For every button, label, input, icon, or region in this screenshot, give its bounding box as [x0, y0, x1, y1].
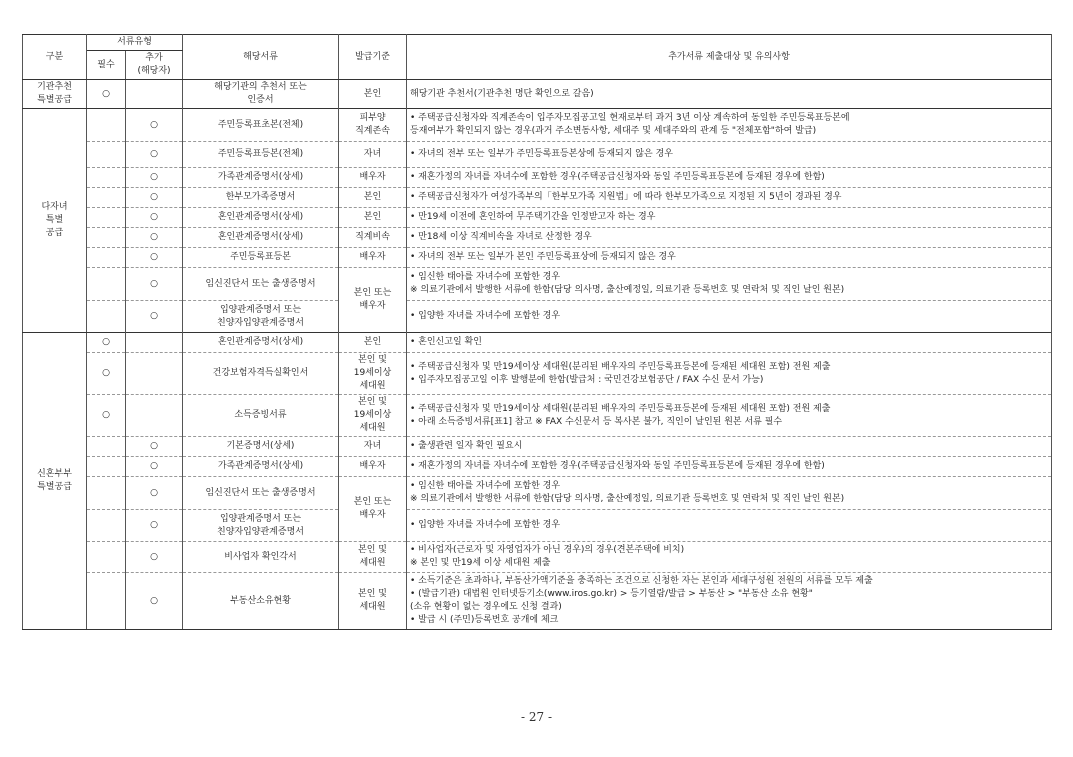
document-name-line: 친양자입양관계증명서	[217, 526, 304, 537]
issue-basis	[339, 573, 407, 630]
notes-cell-line: • 비사업자(근로자 및 자영업자가 아닌 경우)의 경우(견본주택에 비치)	[410, 545, 685, 555]
document-name-line: 주민등록표초본(전체)	[217, 119, 304, 130]
notes-cell-line: (소유 현황이 없는 경우에도 신청 결과)	[410, 602, 562, 612]
notes-cell-line: • 출생관련 일자 확인 필요시	[410, 441, 523, 451]
table-row	[23, 268, 1052, 301]
document-name	[183, 395, 339, 437]
notes-cell	[407, 542, 1052, 573]
issue-basis-line: 자녀	[363, 149, 382, 159]
issue-basis	[339, 477, 407, 542]
document-name-line: 임신진단서 또는 출생증명서	[205, 487, 316, 498]
notes-cell	[407, 168, 1052, 188]
additional-mark: ○	[126, 542, 183, 573]
required-mark	[87, 573, 126, 630]
notes-cell	[407, 477, 1052, 510]
notes-cell-line: • 주택공급신청자와 직계존속이 입주자모집공고일 현재로부터 과거 3년 이상 계속하여 동일한 주민등록표등본에	[410, 113, 850, 123]
issue-basis-line: 직계비속	[355, 232, 390, 242]
document-name	[183, 188, 339, 208]
document-name-line: 입양관계증명서 또는	[219, 304, 302, 315]
required-mark	[87, 437, 126, 457]
issue-basis-line: 본인	[363, 88, 382, 99]
document-name-line: 한부모가족증명서	[225, 192, 296, 202]
table-row	[23, 188, 1052, 208]
notes-cell-line: ※ 의료기관에서 발행한 서류에 한함(담당 의사명, 출산예정일, 의료기관 등록번호 및 연락처 및 직인 날인 원본)	[410, 494, 845, 504]
notes-cell-line: • 주택공급신청자 및 만19세이상 세대원(분리된 배우자의 주민등록표등본에 등재된 세대원 포함) 전원 제출	[410, 361, 831, 372]
notes-cell	[407, 248, 1052, 268]
table-row	[23, 168, 1052, 188]
header-category: 구분	[23, 35, 87, 80]
table-row	[23, 109, 1052, 142]
required-mark	[87, 510, 126, 542]
category-cell-line: 특별	[45, 215, 64, 225]
notes-cell	[407, 268, 1052, 301]
document-name-line: 부동산소유현황	[230, 595, 291, 606]
header-additional	[126, 51, 183, 80]
notes-cell-line: • 만18세 이상 직계비속을 자녀로 산정한 경우	[410, 232, 592, 242]
document-name-line: 혼인관계증명서(상세)	[217, 337, 304, 347]
issue-basis	[339, 228, 407, 248]
document-name	[183, 573, 339, 630]
notes-cell-line: • 주택공급신청자 및 만19세이상 세대원(분리된 배우자의 주민등록표등본에 등재된 세대원 포함) 전원 제출	[410, 403, 831, 414]
notes-cell-line: • 아래 소득증빙서류[표1] 참고 ※ FAX 수신문서 등 복사본 불가, 직인이 날인된 원본 서류 필수	[410, 416, 783, 427]
required-mark: ○	[87, 353, 126, 395]
header-document: 해당서류	[183, 35, 339, 80]
document-name-line: 가족관계증명서(상세)	[217, 461, 304, 471]
notes-cell-line: • 입양한 자녀를 자녀수에 포함한 경우	[410, 311, 561, 321]
table-row	[23, 477, 1052, 510]
document-name-line: 건강보험자격득실확인서	[212, 368, 309, 378]
required-mark	[87, 208, 126, 228]
additional-mark: ○	[126, 301, 183, 333]
notes-cell-line: • (발급기관) 대법원 인터넷등기소(www.iros.go.kr) > 등기열람/발급 > 부동산 > "부동산 소유 현황"	[410, 589, 813, 599]
notes-cell-line: 등재여부가 확인되지 않는 경우(과거 주소변동사항, 세대주 및 세대주와의 관계 등 "전체포함"하여 발급)	[410, 126, 817, 136]
table-row	[23, 457, 1052, 477]
additional-mark	[126, 333, 183, 353]
required-mark: ○	[87, 395, 126, 437]
document-name-line: 임신진단서 또는 출생증명서	[205, 278, 316, 289]
issue-basis-line: 세대원	[359, 423, 386, 433]
issue-basis	[339, 188, 407, 208]
document-name-line: 주민등록표등본	[230, 252, 291, 262]
document-name	[183, 301, 339, 333]
document-name-line: 비사업자 확인각서	[224, 551, 297, 562]
header-notes: 추가서류 제출대상 및 유의사항	[407, 35, 1052, 80]
document-name	[183, 477, 339, 510]
issue-basis	[339, 333, 407, 353]
additional-mark: ○	[126, 573, 183, 630]
issue-basis-line: 배우자	[359, 301, 386, 311]
table-row	[23, 208, 1052, 228]
category-cell-line: 공급	[45, 228, 64, 238]
document-name-line: 친양자입양관계증명서	[217, 317, 304, 328]
table-row	[23, 353, 1052, 395]
notes-cell	[407, 353, 1052, 395]
required-mark	[87, 457, 126, 477]
notes-cell	[407, 395, 1052, 437]
notes-cell-line: • 자녀의 전부 또는 일부가 주민등록표등본상에 등재되지 않은 경우	[410, 149, 673, 159]
issue-basis-line: 배우자	[359, 172, 386, 182]
additional-mark	[126, 80, 183, 109]
issue-basis-line: 세대원	[359, 602, 386, 612]
document-name-line: 기본증명서(상세)	[226, 441, 295, 451]
additional-mark: ○	[126, 142, 183, 168]
document-name	[183, 333, 339, 353]
additional-mark: ○	[126, 208, 183, 228]
issue-basis-line: 본인	[363, 337, 382, 347]
table-row	[23, 573, 1052, 630]
issue-basis	[339, 80, 407, 109]
issue-basis-line: 본인 및	[358, 545, 387, 555]
document-name-line: 입양관계증명서 또는	[219, 513, 302, 524]
document-name	[183, 542, 339, 573]
document-name	[183, 142, 339, 168]
additional-mark: ○	[126, 188, 183, 208]
header-additional-note: (해당자)	[137, 66, 171, 76]
notes-cell	[407, 457, 1052, 477]
table-row	[23, 542, 1052, 573]
additional-mark: ○	[126, 248, 183, 268]
table-row	[23, 80, 1052, 109]
issue-basis	[339, 437, 407, 457]
document-name	[183, 437, 339, 457]
required-mark	[87, 168, 126, 188]
additional-mark: ○	[126, 457, 183, 477]
additional-mark: ○	[126, 168, 183, 188]
notes-cell-line: ※ 본인 및 만19세 이상 세대원 제출	[410, 558, 551, 568]
table-row	[23, 228, 1052, 248]
issue-basis	[339, 142, 407, 168]
document-name	[183, 109, 339, 142]
category-cell-line: 다자녀	[41, 202, 68, 212]
notes-cell-line: • 자녀의 전부 또는 일부가 본인 주민등록표상에 등재되지 않은 경우	[410, 252, 676, 262]
notes-cell-line: • 만19세 이전에 혼인하여 무주택기간을 인정받고자 하는 경우	[410, 212, 656, 222]
notes-cell-line: • 임신한 태아를 자녀수에 포함한 경우	[410, 481, 561, 491]
issue-basis-line: 본인 및	[358, 589, 387, 599]
notes-cell	[407, 301, 1052, 333]
category-cell	[23, 333, 87, 630]
notes-cell	[407, 437, 1052, 457]
category-cell-line: 신혼부부	[37, 469, 72, 479]
issue-basis-line: 피부양	[359, 113, 386, 123]
table-row	[23, 301, 1052, 333]
required-mark	[87, 188, 126, 208]
notes-cell	[407, 208, 1052, 228]
document-name	[183, 80, 339, 109]
notes-cell	[407, 142, 1052, 168]
required-mark	[87, 109, 126, 142]
notes-cell-line: ※ 의료기관에서 발행한 서류에 한함(담당 의사명, 출산예정일, 의료기관 등록번호 및 연락처 및 직인 날인 원본)	[410, 285, 845, 295]
issue-basis-line: 배우자	[359, 510, 386, 520]
notes-cell	[407, 228, 1052, 248]
document-name-line: 소득증빙서류	[234, 410, 287, 420]
additional-mark: ○	[126, 109, 183, 142]
document-name-line: 혼인관계증명서(상세)	[217, 212, 304, 222]
document-name	[183, 248, 339, 268]
notes-cell-line: • 입양한 자녀를 자녀수에 포함한 경우	[410, 520, 561, 530]
notes-cell	[407, 80, 1052, 109]
category-cell	[23, 80, 87, 109]
document-name-line: 해당기관의 추천서 또는	[214, 82, 307, 92]
table-row	[23, 142, 1052, 168]
issue-basis-line: 본인	[363, 212, 382, 222]
notes-cell	[407, 188, 1052, 208]
issue-basis	[339, 208, 407, 228]
issue-basis	[339, 353, 407, 395]
issue-basis-line: 본인	[363, 192, 382, 202]
issue-basis-line: 19세이상	[353, 368, 392, 378]
table-row	[23, 395, 1052, 437]
header-additional-label: 추가	[145, 53, 163, 63]
issue-basis-line: 배우자	[359, 252, 386, 262]
issue-basis-line: 19세이상	[353, 410, 392, 420]
notes-cell-line: • 소득기준은 초과하나, 부동산가액기준을 충족하는 조건으로 신청한 자는 본인과 세대구성원 전원의 서류를 모두 제출	[410, 576, 873, 586]
required-mark	[87, 301, 126, 333]
issue-basis	[339, 542, 407, 573]
table-row	[23, 510, 1052, 542]
issue-basis	[339, 268, 407, 333]
issue-basis-line: 본인 및	[358, 355, 387, 365]
issue-basis-line: 직계존속	[355, 126, 390, 136]
additional-mark: ○	[126, 510, 183, 542]
issue-basis-line: 배우자	[359, 461, 386, 471]
issue-basis	[339, 395, 407, 437]
table-row	[23, 437, 1052, 457]
table-row	[23, 248, 1052, 268]
required-mark: ○	[87, 333, 126, 353]
issue-basis	[339, 248, 407, 268]
required-documents-table	[22, 34, 1052, 630]
notes-cell	[407, 510, 1052, 542]
notes-cell-line: • 입주자모집공고일 이후 발행분에 한함(발급처 : 국민건강보험공단 / FAX 수신 문서 가능)	[410, 374, 764, 385]
required-mark	[87, 248, 126, 268]
table-row	[23, 333, 1052, 353]
notes-cell-line: • 발급 시 (주민)등록번호 공개에 체크	[410, 615, 559, 625]
issue-basis-line: 세대원	[359, 558, 386, 568]
document-name	[183, 353, 339, 395]
document-name-line: 가족관계증명서(상세)	[217, 172, 304, 182]
additional-mark	[126, 353, 183, 395]
notes-cell-line: 해당기관 추천서(기관추천 명단 확인으로 갈음)	[410, 88, 594, 99]
category-cell-line: 기관추천	[37, 82, 72, 92]
document-name	[183, 457, 339, 477]
issue-basis	[339, 109, 407, 142]
required-mark: ○	[87, 80, 126, 109]
notes-cell-line: • 혼인신고일 확인	[410, 337, 482, 347]
document-name-line: 주민등록표등본(전체)	[217, 149, 304, 159]
document-name	[183, 168, 339, 188]
document-name	[183, 208, 339, 228]
document-name	[183, 510, 339, 542]
issue-basis-line: 세대원	[359, 381, 386, 391]
notes-cell	[407, 109, 1052, 142]
document-name	[183, 228, 339, 248]
notes-cell	[407, 573, 1052, 630]
notes-cell-line: • 재혼가정의 자녀를 자녀수에 포함한 경우(주택공급신청자와 동일 주민등록표등본에 등재된 경우에 한함)	[410, 172, 825, 182]
required-mark	[87, 142, 126, 168]
issue-basis-line: 본인 또는	[353, 288, 392, 298]
issue-basis	[339, 168, 407, 188]
required-mark	[87, 542, 126, 573]
table-body	[23, 80, 1052, 630]
additional-mark: ○	[126, 437, 183, 457]
category-cell-line: 특별공급	[37, 95, 72, 105]
additional-mark: ○	[126, 268, 183, 301]
issue-basis-line: 본인 또는	[353, 497, 392, 507]
header-required: 필수	[87, 51, 126, 80]
required-mark	[87, 268, 126, 301]
page-number: - 27 -	[520, 710, 552, 724]
additional-mark	[126, 395, 183, 437]
additional-mark: ○	[126, 228, 183, 248]
document-name-line: 혼인관계증명서(상세)	[217, 232, 304, 242]
notes-cell-line: • 임신한 태아를 자녀수에 포함한 경우	[410, 272, 561, 282]
document-name-line: 인증서	[247, 95, 274, 105]
category-cell-line: 특별공급	[37, 482, 72, 492]
header-doc-type: 서류유형	[87, 35, 183, 51]
issue-basis-line: 자녀	[363, 441, 382, 451]
header-issue-basis: 발급기준	[339, 35, 407, 80]
category-cell	[23, 109, 87, 333]
required-mark	[87, 477, 126, 510]
additional-mark: ○	[126, 477, 183, 510]
document-name	[183, 268, 339, 301]
issue-basis-line: 본인 및	[358, 397, 387, 407]
notes-cell-line: • 재혼가정의 자녀를 자녀수에 포함한 경우(주택공급신청자와 동일 주민등록표등본에 등재된 경우에 한함)	[410, 461, 825, 471]
required-mark	[87, 228, 126, 248]
issue-basis	[339, 457, 407, 477]
notes-cell	[407, 333, 1052, 353]
notes-cell-line: • 주택공급신청자가 여성가족부의「한부모가족 지원법」에 따라 한부모가족으로 지정된 지 5년이 경과된 경우	[410, 192, 842, 202]
